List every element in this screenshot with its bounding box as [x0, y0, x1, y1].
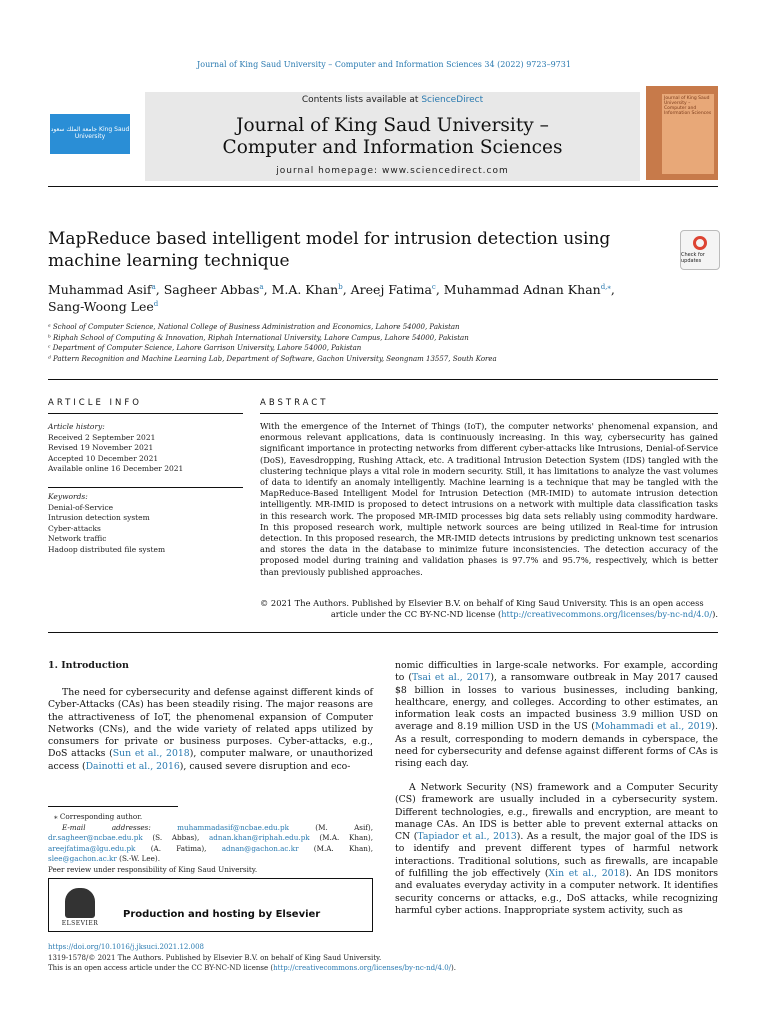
- footnote: [48, 812, 373, 875]
- author-4[interactable]: Areej Fatima$^c$,: [350, 282, 444, 297]
- abstract-rule: [260, 413, 718, 414]
- university-logo: [48, 96, 132, 172]
- journal-title: [145, 115, 640, 159]
- email-link[interactable]: adnan.khan@riphah.edu.pk: [208, 833, 310, 842]
- email-link[interactable]: muhammadasif@ncbae.edu.pk: [177, 822, 289, 832]
- check-updates-label: Check for updates: [681, 252, 705, 264]
- copyright-line1: © 2021 The Authors. Published by Elsevier B.V. on behalf of King Saud University. This is an open access: [260, 598, 704, 608]
- doi-link[interactable]: https://doi.org/10.1016/j.jksuci.2021.12.008: [48, 943, 204, 951]
- history-received: Received 2 September 2021: [48, 432, 156, 442]
- elsevier-logo[interactable]: [57, 883, 103, 927]
- affiliation-c: ᶜ Department of Computer Science, Lahore Garrison University, Lahore 54000, Pakistan: [48, 344, 362, 353]
- author-2[interactable]: Sagheer Abbas$^a$,: [163, 282, 272, 297]
- elsevier-production-box: [48, 878, 373, 932]
- running-head[interactable]: Journal of King Saud University – Computer and Information Sciences 34 (2022) 9723–9731: [197, 60, 571, 69]
- affiliations: [48, 322, 718, 364]
- homepage-prefix: journal homepage:: [276, 166, 382, 176]
- bottom-matter: [48, 942, 718, 974]
- ref-mohammadi-2019[interactable]: Mohammadi et al., 2019: [594, 721, 712, 733]
- email-link[interactable]: slee@gachon.ac.kr: [48, 854, 117, 863]
- introduction-heading: 1. Introduction: [48, 660, 129, 671]
- keywords-label: Keywords:: [48, 492, 88, 501]
- keyword: Network traffic: [48, 534, 107, 544]
- contents-available: [145, 95, 640, 105]
- ref-dainotti-2016[interactable]: Dainotti et al., 2016: [85, 760, 180, 772]
- journal-cover-title: Journal of King Saud University – Computer and Information Sciences: [662, 94, 714, 174]
- abstract-bottom-rule: [48, 632, 718, 633]
- paper-title: [48, 228, 648, 272]
- author-1[interactable]: Muhammad Asif$^a$,: [48, 282, 164, 297]
- author-3[interactable]: M.A. Khan$^b$,: [271, 282, 351, 297]
- peer-review-note: Peer review under responsibility of King Saud University.: [48, 864, 258, 874]
- journal-title-line1: Journal of King Saud University –: [236, 115, 549, 136]
- history-accepted: Accepted 10 December 2021: [48, 453, 159, 463]
- keyword: Cyber-attacks: [48, 523, 101, 533]
- production-hosting-label: Production and hosting by Elsevier: [123, 909, 321, 920]
- abstract-heading: ABSTRACT: [260, 398, 329, 408]
- author-6[interactable]: Sang-Woong Lee$^d$: [48, 299, 159, 314]
- copyright-line2: article under the CC BY-NC-ND license (http://creativecommons.org/licenses/by-nc-nd/4.0/).: [330, 609, 718, 620]
- abstract-copyright: [260, 598, 718, 620]
- affiliation-d: ᵈ Pattern Recognition and Machine Learning Lab, Department of Software, Gachon University, Seongnam 13557, South Korea: [48, 354, 497, 363]
- university-logo-text: جامعة الملك سعود King Saud University: [50, 114, 130, 154]
- abstract-text: With the emergence of the Internet of Things (IoT), the computer networks' phenomenal expansion, and enormous relevant applications, data is continuously increasing. In this way, cybersecurity has gained significant importance in protecting networks from different cyber-attacks like Intrusions, Denial-of-Service (DoS), Eavesdropping, Rushing Attack, etc. A traditional Intrusion Detection System (IDS) tangled with the clustering technique plays a vital role in modern security. Still, it has limitations to analyze the vast volumes of data to identify an anomaly intelligently. Machine learning is a technique that may be tangled with the MapReduce-Based Intelligent Model for Intrusion Detection (MR-IMID) to automate intrusion detection intelligently. MR-IMID is proposed to detect intrusions on a network with multiple data classification tasks in this research work. The proposed MR-IMID processes big data sets reliably using commodity hardware. In this proposed research work, multiple network sources are being utilized in Real-time for intrusion detection. In this proposed research, the MR-IMID detects intrusions by predicting unknown test scenarios and stores the data in the database to minimize future inconsistencies. The detection accuracy of the proposed model during training and validation phases is 97.7% and 95.7%, respectively, which is better than previously published approaches.: [260, 421, 718, 577]
- journal-title-line2: Computer and Information Sciences: [222, 137, 563, 158]
- email-link[interactable]: areejfatima@lgu.edu.pk: [48, 843, 136, 853]
- keywords-rule: [48, 487, 243, 488]
- keyword: Denial-of-Service: [48, 502, 114, 512]
- paper-title-line2: machine learning technique: [48, 251, 290, 271]
- email-link[interactable]: adnan@gachon.ac.kr: [221, 843, 299, 853]
- affiliation-a: ᵃ School of Computer Science, National College of Business Administration and Economics, Lahore 54000, Pakistan: [48, 323, 460, 331]
- keyword: Hadoop distributed file system: [48, 544, 166, 554]
- history-online: Available online 16 December 2021: [48, 464, 184, 474]
- affiliation-b: ᵇ Riphah School of Computing & Innovation, Riphah International University, Lahore Campus, Lahore 54000, Pakistan: [48, 333, 469, 342]
- article-info-rule: [48, 413, 243, 414]
- article-info-heading: ARTICLE INFO: [48, 398, 142, 408]
- intro-right-paragraph-1: nomic difficulties in large-scale networks. For example, according to (Tsai et al., 2017), a ransomware outbreak in May 2017 caused $8 billion in losses to various businesses, including banking, healthcare, energy, and colleges. According to other estimates, an information leak costs an impacted business 3.9 million USD on average and 8.19 million USD in the US (Mohammadi et al., 2019). As a result, corresponding to modern demands in cyberspace, the need for cybersecurity and defense against different forms of CAs is rising each day.: [395, 660, 719, 770]
- check-updates-icon: [693, 236, 707, 250]
- author-5[interactable]: Muhammad Adnan Khan$^{d,⁎}$,: [443, 282, 615, 297]
- intro-left-paragraph: The need for cybersecurity and defense against different kinds of Cyber-Attacks (CAs) has been steadily rising. The major reasons are the attractiveness of IoT, the phenomenal expansion of Computer Networks (CNs), and the wide variety of related apps utilized by consumers for private or business purposes. Cyber-attacks, e.g., DoS attacks (Sun et al., 2018), computer malware, or unauthorized access (Dainotti et al., 2016), caused severe disruption and eco-: [48, 687, 373, 772]
- history-label: Article history:: [48, 422, 105, 431]
- corresponding-author: ⁎ Corresponding author.: [54, 812, 143, 821]
- contents-prefix: Contents lists available at: [301, 95, 422, 105]
- elsevier-tree-icon: [65, 888, 95, 918]
- elsevier-wordmark: ELSEVIER: [61, 920, 99, 927]
- intro-right-paragraph-2: A Network Security (NS) framework and a Computer Security (CS) framework are usually included in a cybersecurity system. Different technologies, e.g., firewalls and encryption, are meant to manage CAs. An IDS is better able to prevent external attacks on CN (Tapiador et al., 2013). As a result, the major goal of the IDS is to identify and prevent different types of harmful network interactions. Traditional solutions, such as firewalls, are incapable of fulfilling the job effectively (Xin et al., 2018). An IDS monitors and evaluates everyday activity in a computer network. It identifies security concerns or attacks, e.g., DoS attacks, while recognizing harmful cyber actions. Inappropriate system activity, such as: [395, 782, 718, 916]
- author-list: [48, 281, 718, 315]
- email-addresses: E-mail addresses: muhammadasif@ncbae.edu.pk (M. Asif), dr.sagheer@ncbae.edu.pk (S. Abbas), adnan.khan@riphah.edu.pk (M.A. Khan), areejfatima@lgu.edu.pk (A. Fatima), adnan@gachon.ac.kr (M.A. Khan), slee@gachon.ac.kr (S.-W. Lee).: [48, 822, 374, 863]
- journal-homepage: [145, 166, 640, 176]
- header-divider: [48, 186, 718, 187]
- ref-tsai-2017[interactable]: Tsai et al., 2017: [412, 672, 491, 684]
- email-link[interactable]: dr.sagheer@ncbae.edu.pk: [48, 833, 143, 842]
- keywords: [48, 492, 243, 556]
- front-matter-divider: [48, 379, 718, 380]
- ref-xin-2018[interactable]: Xin et al., 2018: [548, 868, 626, 880]
- bottom-license-link[interactable]: http://creativecommons.org/licenses/by-nc-nd/4.0/: [273, 964, 452, 972]
- license-line: This is an open access article under the CC BY-NC-ND license (http://creativecommons.org/licenses/by-nc-nd/4.0/).: [48, 964, 456, 972]
- check-for-updates-button[interactable]: [680, 230, 720, 270]
- article-history: [48, 422, 243, 475]
- journal-cover-image[interactable]: [646, 86, 718, 180]
- homepage-link[interactable]: www.sciencedirect.com: [381, 166, 509, 176]
- footnote-rule: [48, 806, 178, 807]
- sciencedirect-link[interactable]: ScienceDirect: [421, 95, 484, 105]
- ref-sun-2018[interactable]: Sun et al., 2018: [112, 748, 190, 760]
- paper-title-line1: MapReduce based intelligent model for intrusion detection using: [48, 229, 611, 249]
- cc-license-link[interactable]: http://creativecommons.org/licenses/by-nc-nd/4.0/: [501, 609, 713, 620]
- history-revised: Revised 19 November 2021: [48, 443, 154, 453]
- ref-tapiador-2013[interactable]: Tapiador et al., 2013: [417, 831, 517, 843]
- issn-line: 1319-1578/© 2021 The Authors. Published by Elsevier B.V. on behalf of King Saud University.: [48, 953, 382, 962]
- keyword: Intrusion detection system: [48, 513, 150, 523]
